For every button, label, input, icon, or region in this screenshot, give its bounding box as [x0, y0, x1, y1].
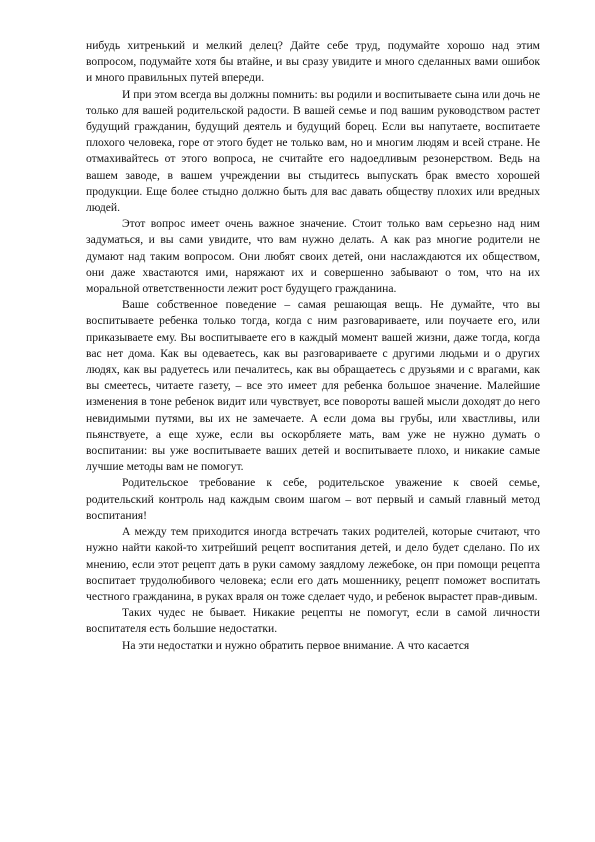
paragraph: Родительское требование к себе, родительское уважение к своей семье, родительский контроль над каждым своим шагом – вот первый и самый главный метод воспитания! [86, 476, 540, 522]
paragraph: Этот вопрос имеет очень важное значение. Стоит только вам серьезно над ним задуматься, и вы сами увидите, что вам нужно делать. А как раз многие родители не думают над таким вопросом. Они любят своих детей, они наслаждаются их обществом, они даже хвастаются ими, наряжают их и совершенно забывают о том, что на их моральной ответственности лежит рост будущего гражданина. [86, 217, 540, 296]
document-page [86, 38, 540, 654]
paragraph: И при этом всегда вы должны помнить: вы родили и воспитываете сына или дочь не только для вашей родительской радости. В вашей семье и под вашим руководством растет будущий гражданин, будущий деятель и будущий борец. Если вы напутаете, воспитаете плохого человека, горе от этого будет не только вам, но и многим людям и всей стране. Не отмахивайтесь от этого вопроса, не считайте его надоедливым резонерством. Ведь на вашем заводе, в вашем учреждении вы стыдитесь выпускать брак вместо хорошей продукции. Еще более стыдно должно быть для вас давать обществу плохих или вредных людей. [86, 87, 540, 215]
paragraph: Таких чудес не бывает. Никакие рецепты не помогут, если в самой личности воспитателя есть большие недостатки. [86, 606, 540, 636]
paragraph: На эти недостатки и нужно обратить первое внимание. А что касается [122, 638, 470, 652]
paragraph: А между тем приходится иногда встречать таких родителей, которые считают, что нужно найти какой-то хитрейший рецепт воспитания детей, и дело будет сделано. По их мнению, если этот рецепт дать в руки самому заядлому лежебоке, он при помощи рецепта воспитает трудолюбивого человека; если его дать мошеннику, рецепт поможет воспитать честного гражданина, в руках враля он тоже сделает чудо, и ребенок вырастет прав-дивым. [86, 525, 540, 603]
paragraph-continuation: нибудь хитренький и мелкий делец? Дайте себе труд, подумайте хорошо над этим вопросом, подумайте хотя бы втайне, и вы сразу увидите и много сделанных вами ошибок и много правильных путей впереди. [86, 39, 540, 85]
paragraph: Ваше собственное поведение – самая решающая вещь. Не думайте, что вы воспитываете ребенка только тогда, когда с ним разговариваете, или поучаете его, или приказываете ему. Вы воспитываете его в каждый момент вашей жизни, даже тогда, когда вас нет дома. Как вы одеваетесь, как вы разговариваете с другими людьми и о других людях, как вы радуетесь или печалитесь, как вы обращаетесь с друзьями и с врагами, как вы смеетесь, читаете газету, – все это имеет для ребенка большое значение. Малейшие изменения в тоне ребенок видит или чувствует, все повороты вашей мысли доходят до него невидимыми путями, вы их не замечаете. А если дома вы грубы, или хвастливы, или пьянствуете, а еще хуже, если вы оскорбляете мать, вам уже не нужно думать о воспитании: вы уже воспитываете ваших детей и воспитываете плохо, и никакие самые лучшие методы вам не помогут. [86, 298, 540, 474]
